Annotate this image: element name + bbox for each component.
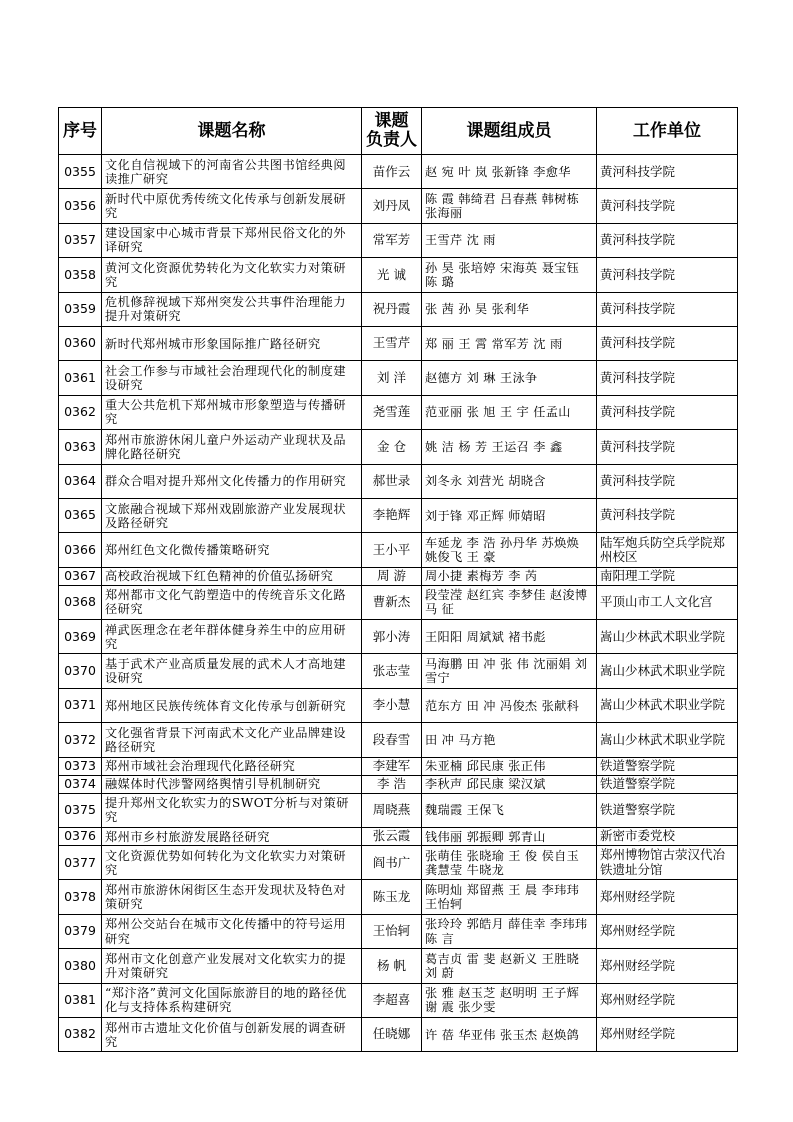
- table-row: [59, 620, 738, 654]
- table-row: [59, 757, 738, 775]
- table-row: [59, 1017, 738, 1051]
- row-number: 0361: [59, 361, 102, 395]
- row-unit: 陆军炮兵防空兵学院郑州校区: [597, 533, 738, 567]
- row-number: 0362: [59, 395, 102, 429]
- row-number: 0378: [59, 880, 102, 914]
- row-title: 融媒体时代涉警网络舆情引导机制研究: [102, 775, 362, 793]
- row-leader: 张志莹: [362, 654, 422, 688]
- row-unit: 郑州财经学院: [597, 983, 738, 1017]
- row-title: 郑州市旅游休闲儿童户外运动产业现状及品牌化路径研究: [102, 430, 362, 464]
- table-row: [59, 846, 738, 880]
- row-leader: 陈玉龙: [362, 880, 422, 914]
- header-seq: 序号: [59, 108, 102, 155]
- row-members: 赵 宛 叶 岚 张新锋 李愈华: [422, 155, 597, 189]
- row-members: 魏瑞霞 王保飞: [422, 793, 597, 827]
- row-leader: 李建军: [362, 757, 422, 775]
- header-leader-line1: 课题: [374, 111, 409, 132]
- table-row: [59, 914, 738, 948]
- row-leader: 王小平: [362, 533, 422, 567]
- row-leader: 段春雪: [362, 723, 422, 757]
- row-title: 文化强省背景下河南武术文化产业品牌建设路径研究: [102, 723, 362, 757]
- row-number: 0355: [59, 155, 102, 189]
- row-leader: 刘 洋: [362, 361, 422, 395]
- row-unit: 嵩山少林武术职业学院: [597, 620, 738, 654]
- row-members: 刘于锋 邓正辉 师婧昭: [422, 498, 597, 532]
- row-number: 0356: [59, 189, 102, 223]
- row-leader: 周 游: [362, 567, 422, 585]
- row-title: 郑州市域社会治理现代化路径研究: [102, 757, 362, 775]
- row-leader: 金 仓: [362, 430, 422, 464]
- header-leader: [362, 108, 422, 155]
- header-unit: 工作单位: [597, 108, 738, 155]
- row-members: 王阳阳 周斌斌 褚书彪: [422, 620, 597, 654]
- row-leader: 周晓燕: [362, 793, 422, 827]
- row-unit: 黄河科技学院: [597, 223, 738, 257]
- row-members: 刘冬永 刘营光 胡晓含: [422, 464, 597, 498]
- row-leader: 王雪芹: [362, 326, 422, 360]
- table-row: [59, 464, 738, 498]
- row-number: 0376: [59, 828, 102, 846]
- row-members: 张玲玲 郭皓月 薛佳幸 李玮玮 陈 言: [422, 914, 597, 948]
- table-row: [59, 326, 738, 360]
- row-unit: 黄河科技学院: [597, 258, 738, 292]
- row-unit: 平顶山市工人文化宫: [597, 585, 738, 619]
- row-leader: 曹新杰: [362, 585, 422, 619]
- row-unit: 新密市委党校: [597, 828, 738, 846]
- row-title: 郑州都市文化气韵塑造中的传统音乐文化路径研究: [102, 585, 362, 619]
- row-members: 田 冲 马方艳: [422, 723, 597, 757]
- row-leader: 李 浩: [362, 775, 422, 793]
- row-members: 陈 霞 韩绮君 吕春燕 韩树栋 张海丽: [422, 189, 597, 223]
- row-members: 范亚丽 张 旭 王 宇 任孟山: [422, 395, 597, 429]
- table-row: [59, 292, 738, 326]
- row-number: 0382: [59, 1017, 102, 1051]
- row-leader: 阎书广: [362, 846, 422, 880]
- table-row: [59, 189, 738, 223]
- row-title: 社会工作参与市域社会治理现代化的制度建设研究: [102, 361, 362, 395]
- row-leader: 常军芳: [362, 223, 422, 257]
- row-leader: 王怡轲: [362, 914, 422, 948]
- row-title: 新时代中原优秀传统文化传承与创新发展研究: [102, 189, 362, 223]
- row-leader: 李艳辉: [362, 498, 422, 532]
- row-title: 基于武术产业高质量发展的武术人才高地建设研究: [102, 654, 362, 688]
- row-number: 0363: [59, 430, 102, 464]
- row-title: 郑州市文化创意产业发展对文化软实力的提升对策研究: [102, 949, 362, 983]
- table-row: [59, 498, 738, 532]
- row-number: 0380: [59, 949, 102, 983]
- row-unit: 郑州财经学院: [597, 914, 738, 948]
- row-leader: 杨 帆: [362, 949, 422, 983]
- table-row: [59, 688, 738, 722]
- row-title: 高校政治视域下红色精神的价值弘扬研究: [102, 567, 362, 585]
- row-number: 0367: [59, 567, 102, 585]
- table-row: [59, 775, 738, 793]
- table-row: [59, 258, 738, 292]
- row-unit: 铁道警察学院: [597, 793, 738, 827]
- row-title: 建设国家中心城市背景下郑州民俗文化的外译研究: [102, 223, 362, 257]
- row-leader: 郭小涛: [362, 620, 422, 654]
- header-members: 课题组成员: [422, 108, 597, 155]
- row-members: 钱伟丽 郭振卿 郭青山: [422, 828, 597, 846]
- row-unit: 黄河科技学院: [597, 361, 738, 395]
- row-members: 王雪芹 沈 雨: [422, 223, 597, 257]
- row-title: 新时代郑州城市形象国际推广路径研究: [102, 326, 362, 360]
- row-number: 0369: [59, 620, 102, 654]
- table-row: [59, 430, 738, 464]
- row-title: 群众合唱对提升郑州文化传播力的作用研究: [102, 464, 362, 498]
- table-row: [59, 223, 738, 257]
- row-leader: 刘丹凤: [362, 189, 422, 223]
- row-members: 张 雅 赵玉芝 赵明明 王子辉 谢 震 张少雯: [422, 983, 597, 1017]
- row-unit: 黄河科技学院: [597, 292, 738, 326]
- row-number: 0365: [59, 498, 102, 532]
- row-number: 0373: [59, 757, 102, 775]
- row-members: 张萌佳 张晓瑜 王 俊 侯自玉 龚慧莹 牛晓龙: [422, 846, 597, 880]
- row-leader: 光 诚: [362, 258, 422, 292]
- row-title: 郑州公交站台在城市文化传播中的符号运用研究: [102, 914, 362, 948]
- row-unit: 郑州财经学院: [597, 949, 738, 983]
- row-leader: 任晓娜: [362, 1017, 422, 1051]
- row-title: 郑州地区民族传统体育文化传承与创新研究: [102, 688, 362, 722]
- row-members: 张 茜 孙 昊 张利华: [422, 292, 597, 326]
- row-number: 0381: [59, 983, 102, 1017]
- table-row: [59, 723, 738, 757]
- row-number: 0379: [59, 914, 102, 948]
- table-body: [59, 155, 738, 1052]
- row-unit: 黄河科技学院: [597, 498, 738, 532]
- row-number: 0359: [59, 292, 102, 326]
- table-row: [59, 983, 738, 1017]
- row-number: 0370: [59, 654, 102, 688]
- table-row: [59, 793, 738, 827]
- row-unit: 黄河科技学院: [597, 464, 738, 498]
- row-leader: 李超喜: [362, 983, 422, 1017]
- row-number: 0377: [59, 846, 102, 880]
- row-members: 葛吉贞 雷 斐 赵新义 王胜晓 刘 蔚: [422, 949, 597, 983]
- row-unit: 黄河科技学院: [597, 395, 738, 429]
- row-leader: 苗作云: [362, 155, 422, 189]
- row-number: 0364: [59, 464, 102, 498]
- row-members: 郑 丽 王 霄 常军芳 沈 雨: [422, 326, 597, 360]
- row-number: 0360: [59, 326, 102, 360]
- row-title: 文化自信视域下的河南省公共图书馆经典阅读推广研究: [102, 155, 362, 189]
- row-unit: 嵩山少林武术职业学院: [597, 688, 738, 722]
- row-unit: 黄河科技学院: [597, 155, 738, 189]
- table-row: [59, 949, 738, 983]
- table-row: [59, 654, 738, 688]
- row-unit: 郑州博物馆古荥汉代冶铁遗址分馆: [597, 846, 738, 880]
- row-unit: 嵩山少林武术职业学院: [597, 723, 738, 757]
- row-leader: 尧雪莲: [362, 395, 422, 429]
- row-unit: 黄河科技学院: [597, 430, 738, 464]
- row-members: 姚 洁 杨 芳 王运召 李 鑫: [422, 430, 597, 464]
- row-unit: 郑州财经学院: [597, 1017, 738, 1051]
- row-members: 陈明灿 郑留燕 王 晨 李玮玮 王怡轲: [422, 880, 597, 914]
- row-number: 0374: [59, 775, 102, 793]
- row-members: 车延龙 李 浩 孙丹华 苏焕焕 姚俊飞 王 豪: [422, 533, 597, 567]
- row-members: 马海鹏 田 冲 张 伟 沈丽娟 刘雪宁: [422, 654, 597, 688]
- table-row: [59, 361, 738, 395]
- row-title: 重大公共危机下郑州城市形象塑造与传播研究: [102, 395, 362, 429]
- row-members: 段莹滢 赵红宾 李梦佳 赵浚博 马 征: [422, 585, 597, 619]
- row-leader: 祝丹霞: [362, 292, 422, 326]
- row-leader: 郝世录: [362, 464, 422, 498]
- row-members: 朱亚楠 邱民康 张正伟: [422, 757, 597, 775]
- table-row: [59, 395, 738, 429]
- row-unit: 铁道警察学院: [597, 757, 738, 775]
- row-members: 孙 昊 张培婷 宋海英 聂宝钰 陈 璐: [422, 258, 597, 292]
- header-title: 课题名称: [102, 108, 362, 155]
- row-title: 郑州市古遗址文化价值与创新发展的调查研究: [102, 1017, 362, 1051]
- row-title: 郑州市乡村旅游发展路径研究: [102, 828, 362, 846]
- row-title: “郑汴洛”黄河文化国际旅游目的地的路径优化与支持体系构建研究: [102, 983, 362, 1017]
- table-row: [59, 155, 738, 189]
- row-members: 周小捷 素梅芳 李 芮: [422, 567, 597, 585]
- row-unit: 南阳理工学院: [597, 567, 738, 585]
- table-row: [59, 567, 738, 585]
- table-row: [59, 533, 738, 567]
- table-row: [59, 880, 738, 914]
- row-number: 0357: [59, 223, 102, 257]
- row-unit: 嵩山少林武术职业学院: [597, 654, 738, 688]
- row-number: 0368: [59, 585, 102, 619]
- row-members: 李秋声 邱民康 梁汉斌: [422, 775, 597, 793]
- row-members: 范东方 田 冲 冯俊杰 张献科: [422, 688, 597, 722]
- row-members: 赵德方 刘 琳 王泳争: [422, 361, 597, 395]
- row-title: 文旅融合视域下郑州戏剧旅游产业发展现状及路径研究: [102, 498, 362, 532]
- row-members: 许 蓓 华亚伟 张玉杰 赵焕鸽: [422, 1017, 597, 1051]
- row-title: 黄河文化资源优势转化为文化软实力对策研究: [102, 258, 362, 292]
- row-leader: 张云霞: [362, 828, 422, 846]
- row-title: 郑州市旅游休闲街区生态开发现状及特色对策研究: [102, 880, 362, 914]
- row-unit: 黄河科技学院: [597, 189, 738, 223]
- project-table: [58, 107, 738, 1052]
- header-row: [59, 108, 738, 155]
- table-row: [59, 585, 738, 619]
- row-number: 0372: [59, 723, 102, 757]
- row-number: 0375: [59, 793, 102, 827]
- row-leader: 李小慧: [362, 688, 422, 722]
- row-title: 文化资源优势如何转化为文化软实力对策研究: [102, 846, 362, 880]
- row-unit: 铁道警察学院: [597, 775, 738, 793]
- row-number: 0366: [59, 533, 102, 567]
- row-number: 0371: [59, 688, 102, 722]
- row-title: 危机修辞视域下郑州突发公共事件治理能力提升对策研究: [102, 292, 362, 326]
- row-unit: 郑州财经学院: [597, 880, 738, 914]
- header-leader-line2: 负责人: [366, 130, 417, 150]
- row-title: 提升郑州文化软实力的SWOT分析与对策研究: [102, 793, 362, 827]
- row-title: 郑州红色文化微传播策略研究: [102, 533, 362, 567]
- row-title: 禅武医理念在老年群体健身养生中的应用研究: [102, 620, 362, 654]
- row-unit: 黄河科技学院: [597, 326, 738, 360]
- table-row: [59, 828, 738, 846]
- row-number: 0358: [59, 258, 102, 292]
